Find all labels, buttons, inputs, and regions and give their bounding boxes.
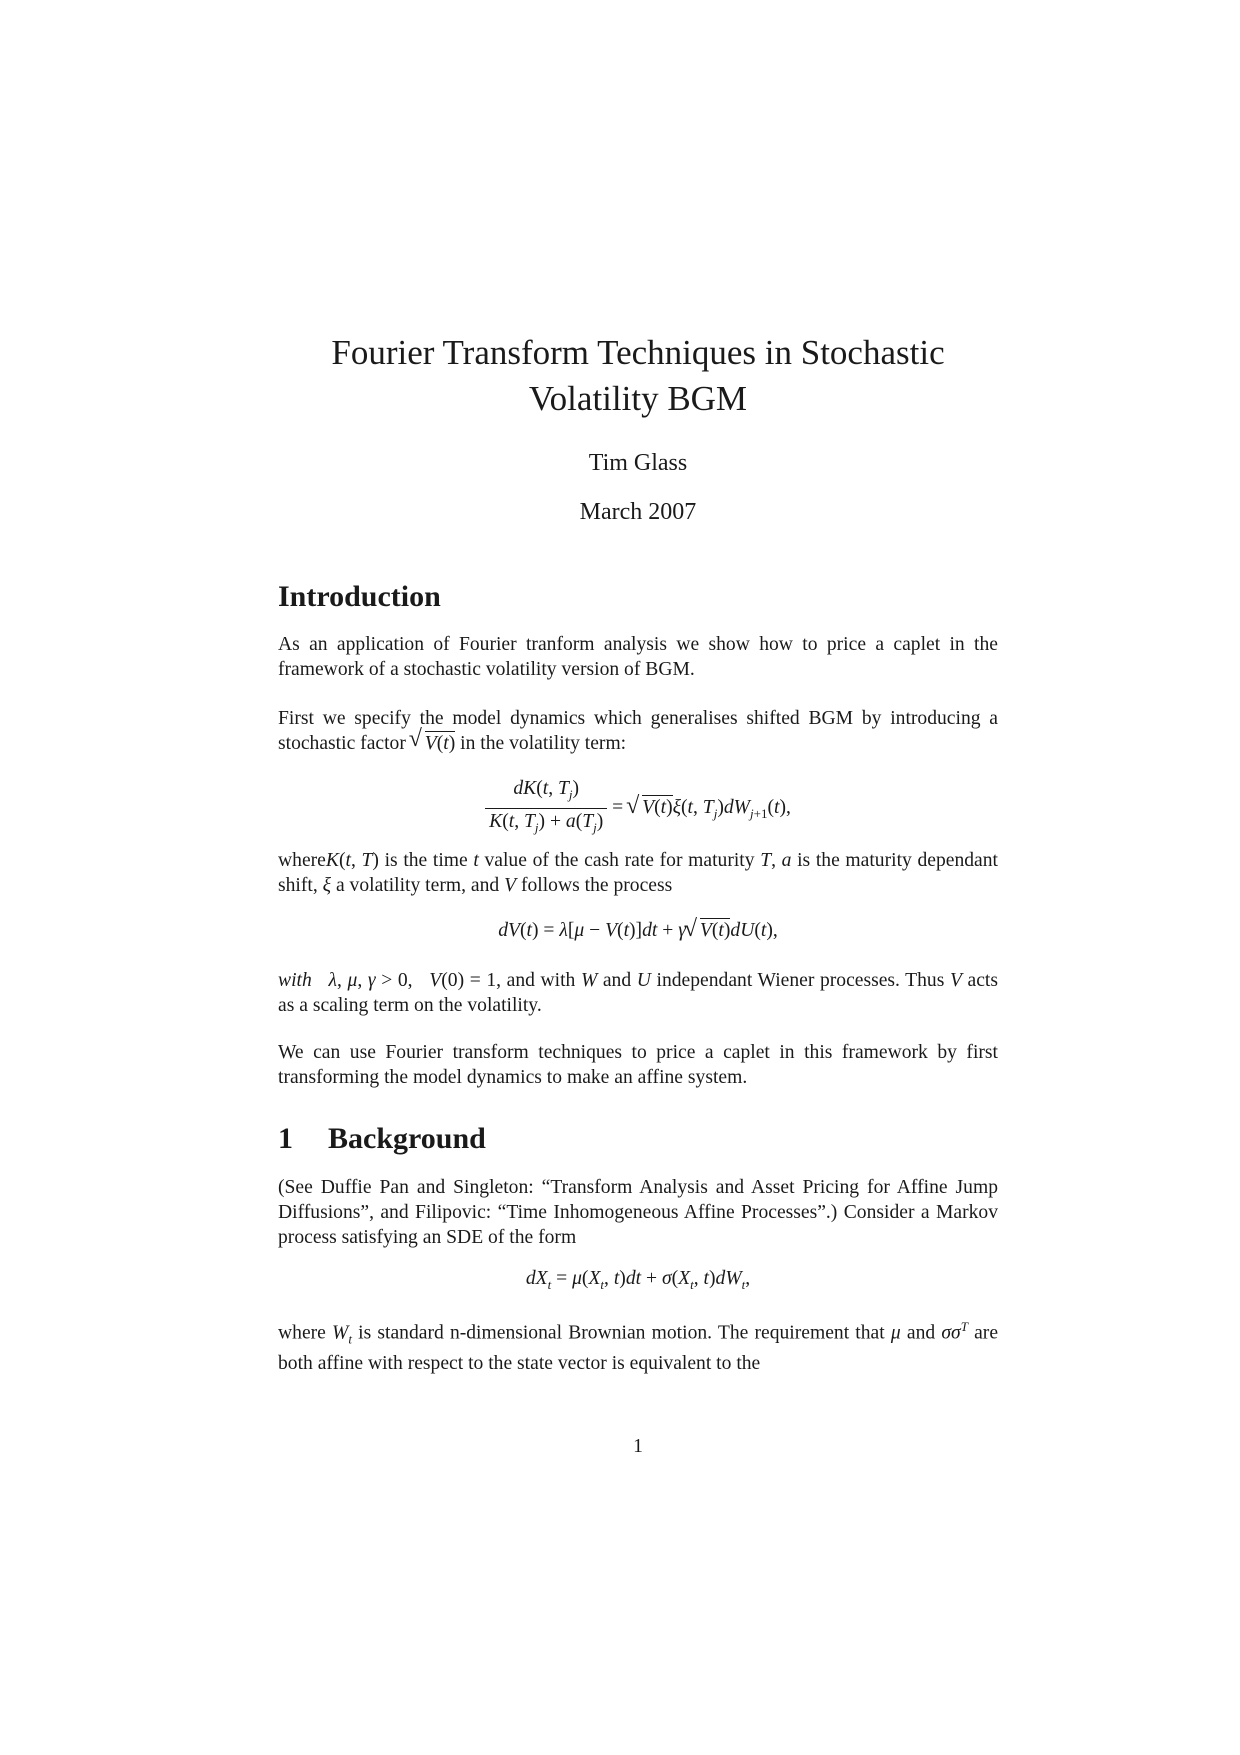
- equation-sde: $dX_t = \mu(X_t$, $t)dt + \sigma(X_t$, $t)dW_t$,: [525, 1268, 751, 1292]
- sqrt-v-inline: √ V(t): [411, 731, 455, 756]
- author: Tim Glass: [588, 450, 688, 476]
- intro-paragraph-1: As an application of Fourier tranform analysis we show how to price a caplet in the framework of a stochastic volatility version of BGM.: [278, 634, 998, 680]
- background-paragraph-2: where $W_t$ is standard n-dimensional Brownian motion. The requirement that μ and $\sigma\sigma^T$ are both affine with respect to the state vector is equivalent to the: [278, 1319, 999, 1375]
- title-line-2: Volatility BGM: [528, 379, 748, 418]
- equation-forward-rate: $\frac{dK(t, T_j)}{K(t, T_j) + a(T_j)}$ = √ V(t)ξ(t, $T_j)dW_{j+1}(t)$,: [278, 776, 998, 841]
- date: March 2007: [579, 499, 697, 525]
- page-number: 1: [633, 1436, 643, 1457]
- background-heading-text: Background: [328, 1122, 486, 1155]
- intro-paragraph-2: First we specify the model dynamics which generalises shifted BGM by introducing a stochastic factor √ V(t) in the volatility term:: [278, 706, 998, 756]
- intro-paragraph-5: We can use Fourier transform techniques to price a caplet in this framework by first transforming the model dynamics to make an affine system.: [278, 1042, 998, 1088]
- equation-variance-process: dV(t) = λ[μ − V(t)]dt + γ√ V(t)dU(t),: [278, 920, 998, 942]
- intro-heading: Introduction: [278, 580, 441, 613]
- section-number: 1: [278, 1122, 293, 1155]
- intro-paragraph-3: whereK(t, T) is the time t value of the cash rate for maturity T, a is the maturity dependant shift, ξ a volatility term, and V follows the process: [278, 850, 998, 896]
- paper-title: [278, 330, 998, 422]
- intro-paragraph-4: with λ, μ, γ > 0, V(0) = 1, and with W and U independant Wiener processes. Thus V acts as a scaling term on the volatility.: [278, 970, 998, 1016]
- title-line-1: Fourier Transform Techniques in Stochastic: [331, 333, 945, 372]
- background-paragraph-1: (See Duffie Pan and Singleton: “Transform Analysis and Asset Pricing for Affine Jump Diffusions”, and Filipovic: “Time Inhomogeneous Affine Processes”.) Consider a Markov process satisfying an SDE of the form: [278, 1177, 998, 1248]
- background-heading: [278, 1122, 486, 1156]
